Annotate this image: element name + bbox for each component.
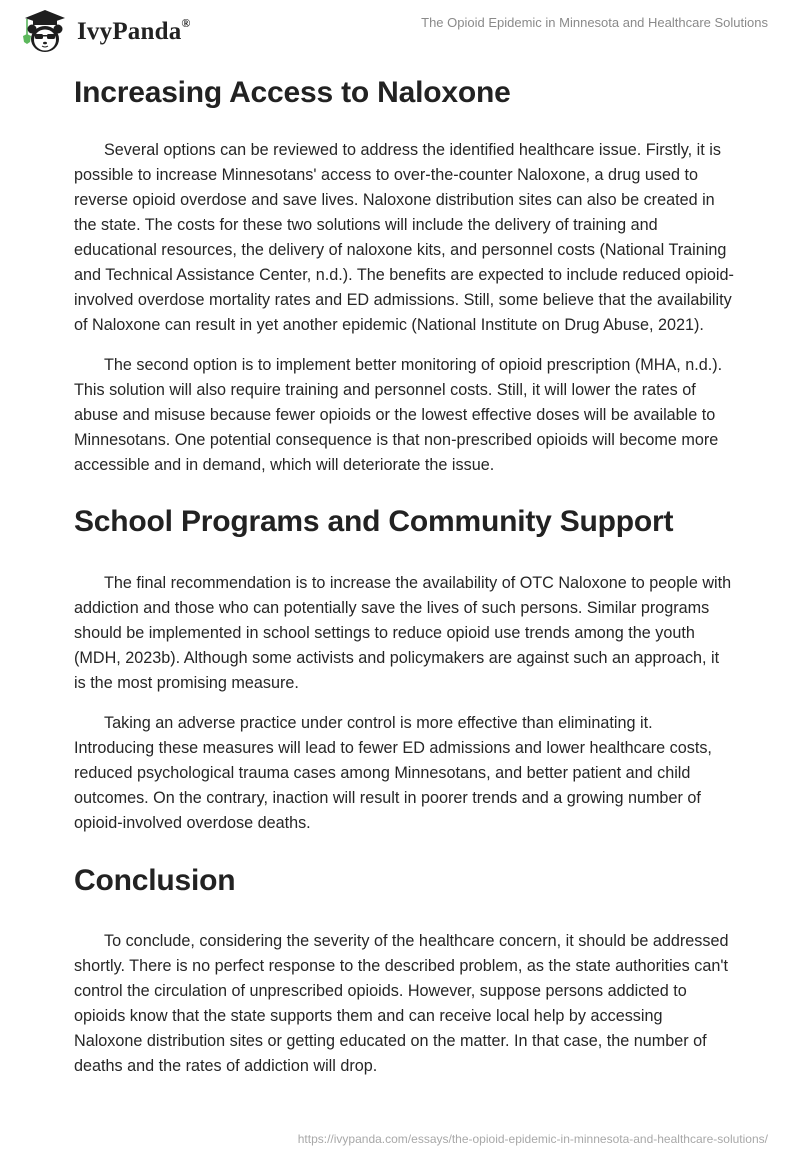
paragraph: Taking an adverse practice under control is more effective than eliminating it. Introducing these measures will lead to fewer ED admissions and lower healthcare costs, reduced psychological trauma cases among Minnesotans, and better patient and child outcomes. On the contrary, inaction will result in poorer trends and a growing number of opioid-involved overdose deaths. — [74, 714, 712, 832]
registered-mark: ® — [181, 16, 191, 30]
brand-name: IvyPanda® — [77, 16, 191, 45]
page-header — [0, 0, 800, 60]
paragraph: Several options can be reviewed to address the identified healthcare issue. Firstly, it is possible to increase Minnesotans' access to over-the-counter Naloxone, a drug used to reverse opioid overdose and save lives. Naloxone distribution sites can also be created in the state. The costs for these two solutions will include the delivery of training and educational resources, the delivery of naloxone kits, and personnel costs (National Training and Technical Assistance Center, n.d.). The benefits are expected to include reduced opioid-involved overdose mortality rates and ED admissions. Still, some believe that the availability of Naloxone can result in yet another epidemic (National Institute on Drug Abuse, 2021). — [74, 141, 734, 334]
section-heading: Conclusion — [74, 864, 236, 897]
document-title: The Opioid Epidemic in Minnesota and Healthcare Solutions — [421, 15, 768, 30]
paragraph: The final recommendation is to increase the availability of OTC Naloxone to people with addiction and those who can potentially save the lives of such persons. Similar programs should be implemented in school settings to reduce opioid use trends among the youth (MDH, 2023b). Although some activists and policymakers are against such an approach, it is the most promising measure. — [74, 574, 732, 692]
panda-graduate-icon — [17, 8, 71, 54]
source-url[interactable]: https://ivypanda.com/essays/the-opioid-epidemic-in-minnesota-and-healthcare-solutions/ — [297, 1132, 768, 1146]
paragraph: The second option is to implement better monitoring of opioid prescription (MHA, n.d.). This solution will also require training and personnel costs. Still, it will lower the rates of abuse and misuse because fewer opioids or the lowest effective doses will be available to Minnesotans. One potential consequence is that non-prescribed opioids will become more accessible and in demand, which will deteriorate the issue. — [74, 356, 723, 474]
paragraph: To conclude, considering the severity of the healthcare concern, it should be addressed shortly. There is no perfect response to the described problem, as the state authorities can't control the circulation of unprescribed opioids. However, suppose persons addicted to opioids know that the state supports them and can receive local help by accessing Naloxone distribution sites or getting educated on the matter. In that case, the number of deaths and the rates of addiction will drop. — [74, 932, 729, 1075]
section-heading: School Programs and Community Support — [74, 505, 674, 538]
section-heading: Increasing Access to Naloxone — [74, 76, 511, 109]
ivypanda-logo[interactable] — [17, 8, 191, 54]
essay-content — [74, 70, 734, 1079]
